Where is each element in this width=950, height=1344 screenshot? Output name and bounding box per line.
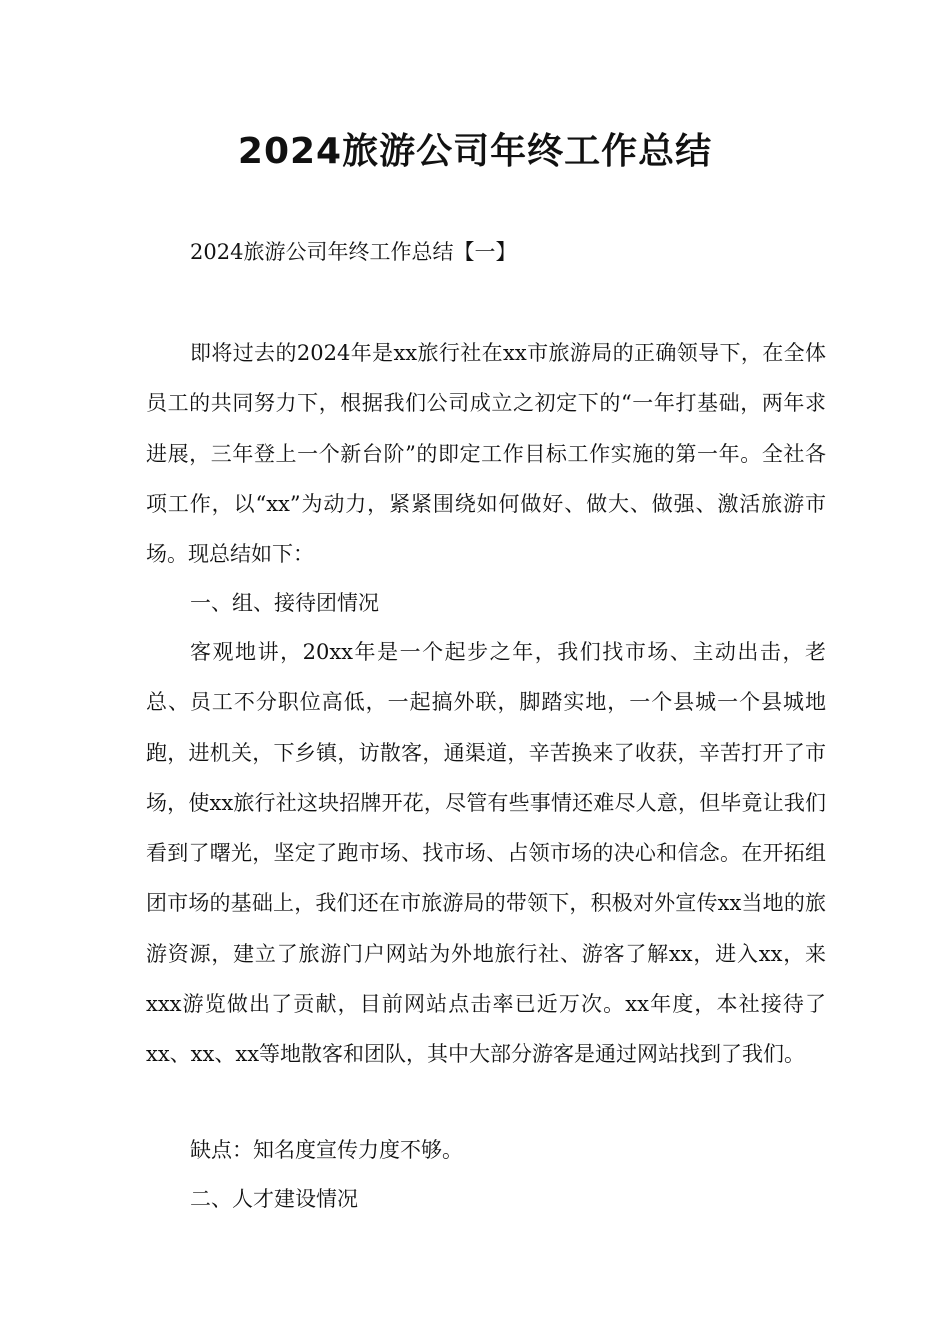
section-1-paragraph: 客观地讲，20xx年是一个起步之年，我们找市场、主动出击，老总、员工不分职位高低，一起搞外联，脚踏实地，一个县城一个县城地跑，进机关，下乡镇，访散客，通渠道，辛苦换来了收获，辛苦打开了市场，使xx旅行社这块招牌开花，尽管有些事情还难尽人意，但毕竟让我们看到了曙光，坚定了跑市场、找市场、占领市场的决心和信念。在开拓组团市场的基础上，我们还在市旅游局的带领下，积极对外宣传xx当地的旅游资源，建立了旅游门户网站为外地旅行社、游客了解xx，进入xx，来xxx游览做出了贡献，目前网站点击率已近万次。xx年度，本社接待了xx、xx、xx等地散客和团队，其中大部分游客是通过网站找到了我们。 <box>146 640 826 1067</box>
section-heading-1: 一、组、接待团情况 <box>190 591 379 615</box>
shortcoming-paragraph: 缺点：知名度宣传力度不够。 <box>190 1138 463 1162</box>
section-heading-2: 二、人才建设情况 <box>190 1187 358 1211</box>
document-title: 2024旅游公司年终工作总结 <box>237 131 713 172</box>
document-subtitle: 2024旅游公司年终工作总结【一】 <box>190 240 517 264</box>
intro-paragraph: 即将过去的2024年是xx旅行社在xx市旅游局的正确领导下，在全体员工的共同努力下，根据我们公司成立之初定下的“一年打基础，两年求进展，三年登上一个新台阶”的即定工作目标工作实施的第一年。全社各项工作，以“xx”为动力，紧紧围绕如何做好、做大、做强、激活旅游市场。现总结如下： <box>146 341 826 567</box>
